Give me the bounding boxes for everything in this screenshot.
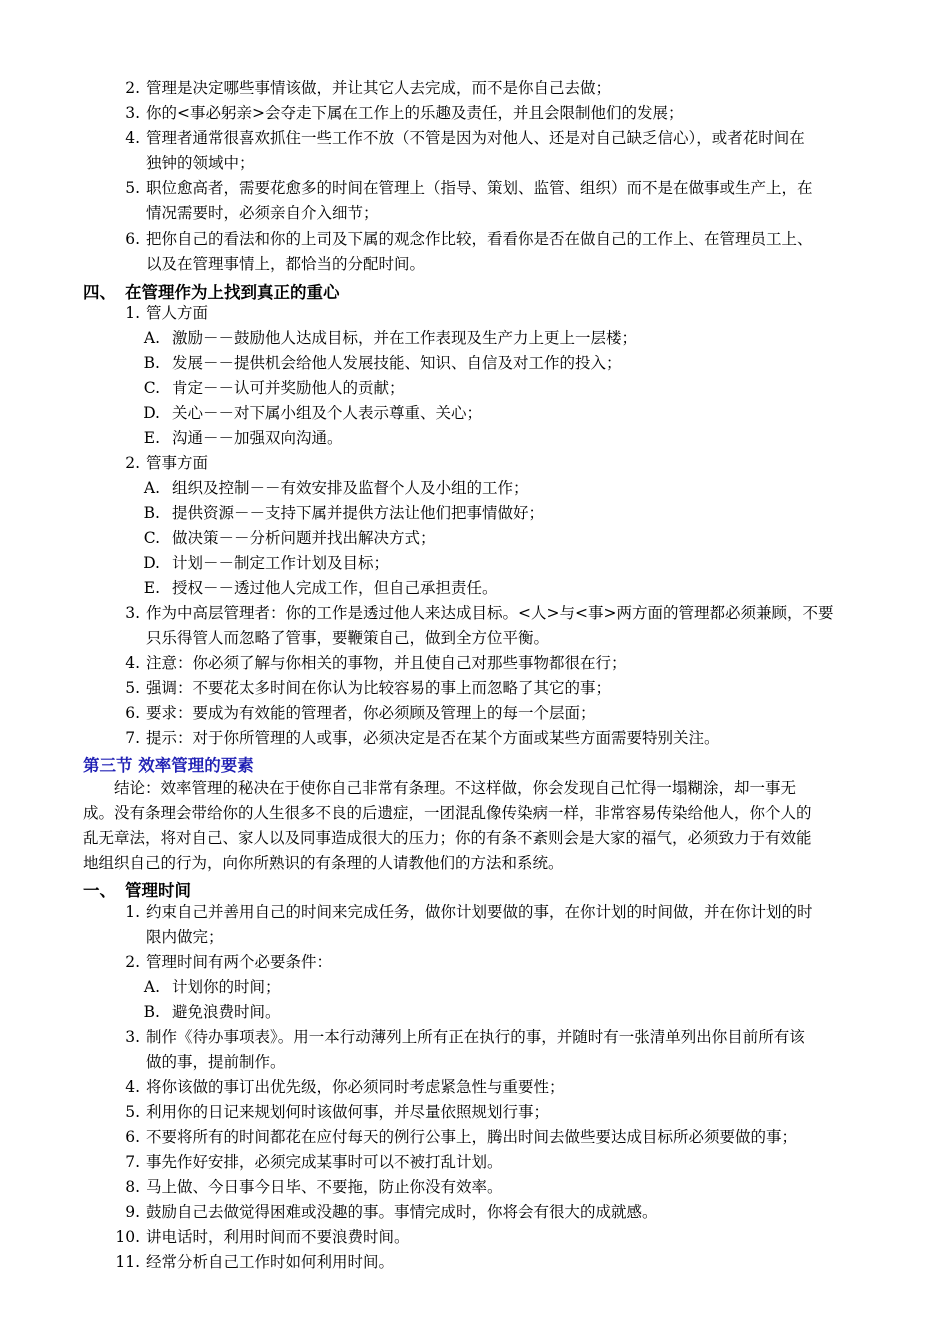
conclusion-paragraph: 结论：效率管理的秘决在于使你自己非常有条理。不这样做，你会发现自己忙得一塌糊涂，却一事无 成。没有条理会带给你的人生很多不良的后遗症，一团混乱像传染病一样，非常容易传染给他人，你个人的 乱无章法，将对自己、家人以及同事造成很大的压力；你的有条不紊则会是大家的福气，必须致力于有效能 地组织自己的行为，向你所熟识的有条理的人请教他们的方法和系统。	[83, 779, 812, 872]
section-title: 第三节 效率管理的要素	[83, 756, 254, 775]
heading-4: 四、 在管理作为上找到真正的重心	[83, 283, 340, 302]
document-page: 2. 管理是决定哪些事情该做，并让其它人去完成，而不是你自己去做； 3. 你的<事必躬亲>会夺走下属在工作上的乐趣及责任，并且会限制他们的发展； 4. 管理者通常很喜欢抓住一些工作不放（不管是因为对他人、还是对自己缺乏信心），或者花时间在 独钟的领域中； 5. 职位愈高者，需要花愈多的时间在管理上（指导、策划、监管、组织）而不是在做事或生产上，在 情况需要时，必须亲自介入细节； 6. 把你自己的看法和你的上司及下属的观念作比较，看看你是否在做自己的工作上、在管理员工上、 以及在管理事情上，都恰当的分配时间。 四、 在管理作为上找到真正的重心 1. 管人方面 A. 激励－－鼓励他人达成目标，并在工作表现及生产力上更上一层楼； B. 发展－－提供机会给他人发展技能、知识、自信及对工作的投入； C. 肯定－－认可并奖励他人的贡献； D. 关心－－对下属小组及个人表示尊重、关心； E. 沟通－－加强双向沟通。 2. 管事方面 A. 组织及控制－－有效安排及监督个人及小组的工作； B. 提供资源－－支持下属并提供方法让他们把事情做好； C. 做决策－－分析问题并找出解决方式； D. 计划－－制定工作计划及目标； E. 授权－－透过他人完成工作，但自己承担责任。 3. 作为中高层管理者：你的工作是透过他人来达成目标。<人>与<事>两方面的管理都必须兼顾，不要 只乐得管人而忽略了管事，要鞭策自己，做到全方位平衡。 4. 注意：你必须了解与你相关的事物，并且使自己对那些事物都很在行； 5. 强调：不要花太多时间在你认为比较容易的事上而忽略了其它的事； 6. 要求：要成为有效能的管理者，你必须顾及管理上的每一个层面； 7. 提示：对于你所管理的人或事，必须决定是否在某个方面或某些方面需要特别关注。 第三节 效率管理的要素 结论：效率管理的秘决在于使你自己非常有条理。不这样做，你会发现自己忙得一塌糊涂，却一事无 成。没有条理会带给你的人生很多不良的后遗症，一团混乱像传染病一样，非常容易传染给他人，你个人的 乱无章法，将对自己、家人以及同事造成很大的压力；你的有条不紊则会是大家的福气，必须致力于有效能 地组织自己的行为，向你所熟识的有条理的人请教他们的方法和系统。 一、 管理时间 1. 约束自己并善用自己的时间来完成任务，做你计划要做的事，在你计划的时间做，并在你计划的时 限内做完； 2. 管理时间有两个必要条件： A. 计划你的时间； B. 避免浪费时间。 3. 制作《待办事项表》。用一本行动薄列上所有正在执行的事，并随时有一张清单列出你目前所有该 做的事，提前制作。 4. 将你该做的事订出优先级，你必须同时考虑紧急性与重要性； 5. 利用你的日记来规划何时该做何事，并尽量依照规划行事； 6. 不要将所有的时间都花在应付每天的例行公事上，腾出时间去做些要达成目标所必须要做的事； 7. 事先作好安排，必须完成某事时可以不被打乱计划。 8. 马上做、今日事今日毕、不要拖，防止你没有效率。 9. 鼓励自己去做觉得困难或没趣的事。事情完成时，你将会有很大的成就感。 10. 讲电话时，利用时间而不要浪费时间。 11. 经常分析自己工作时如何利用时间。	[0, 0, 950, 1344]
heading-1: 一、 管理时间	[83, 881, 191, 900]
